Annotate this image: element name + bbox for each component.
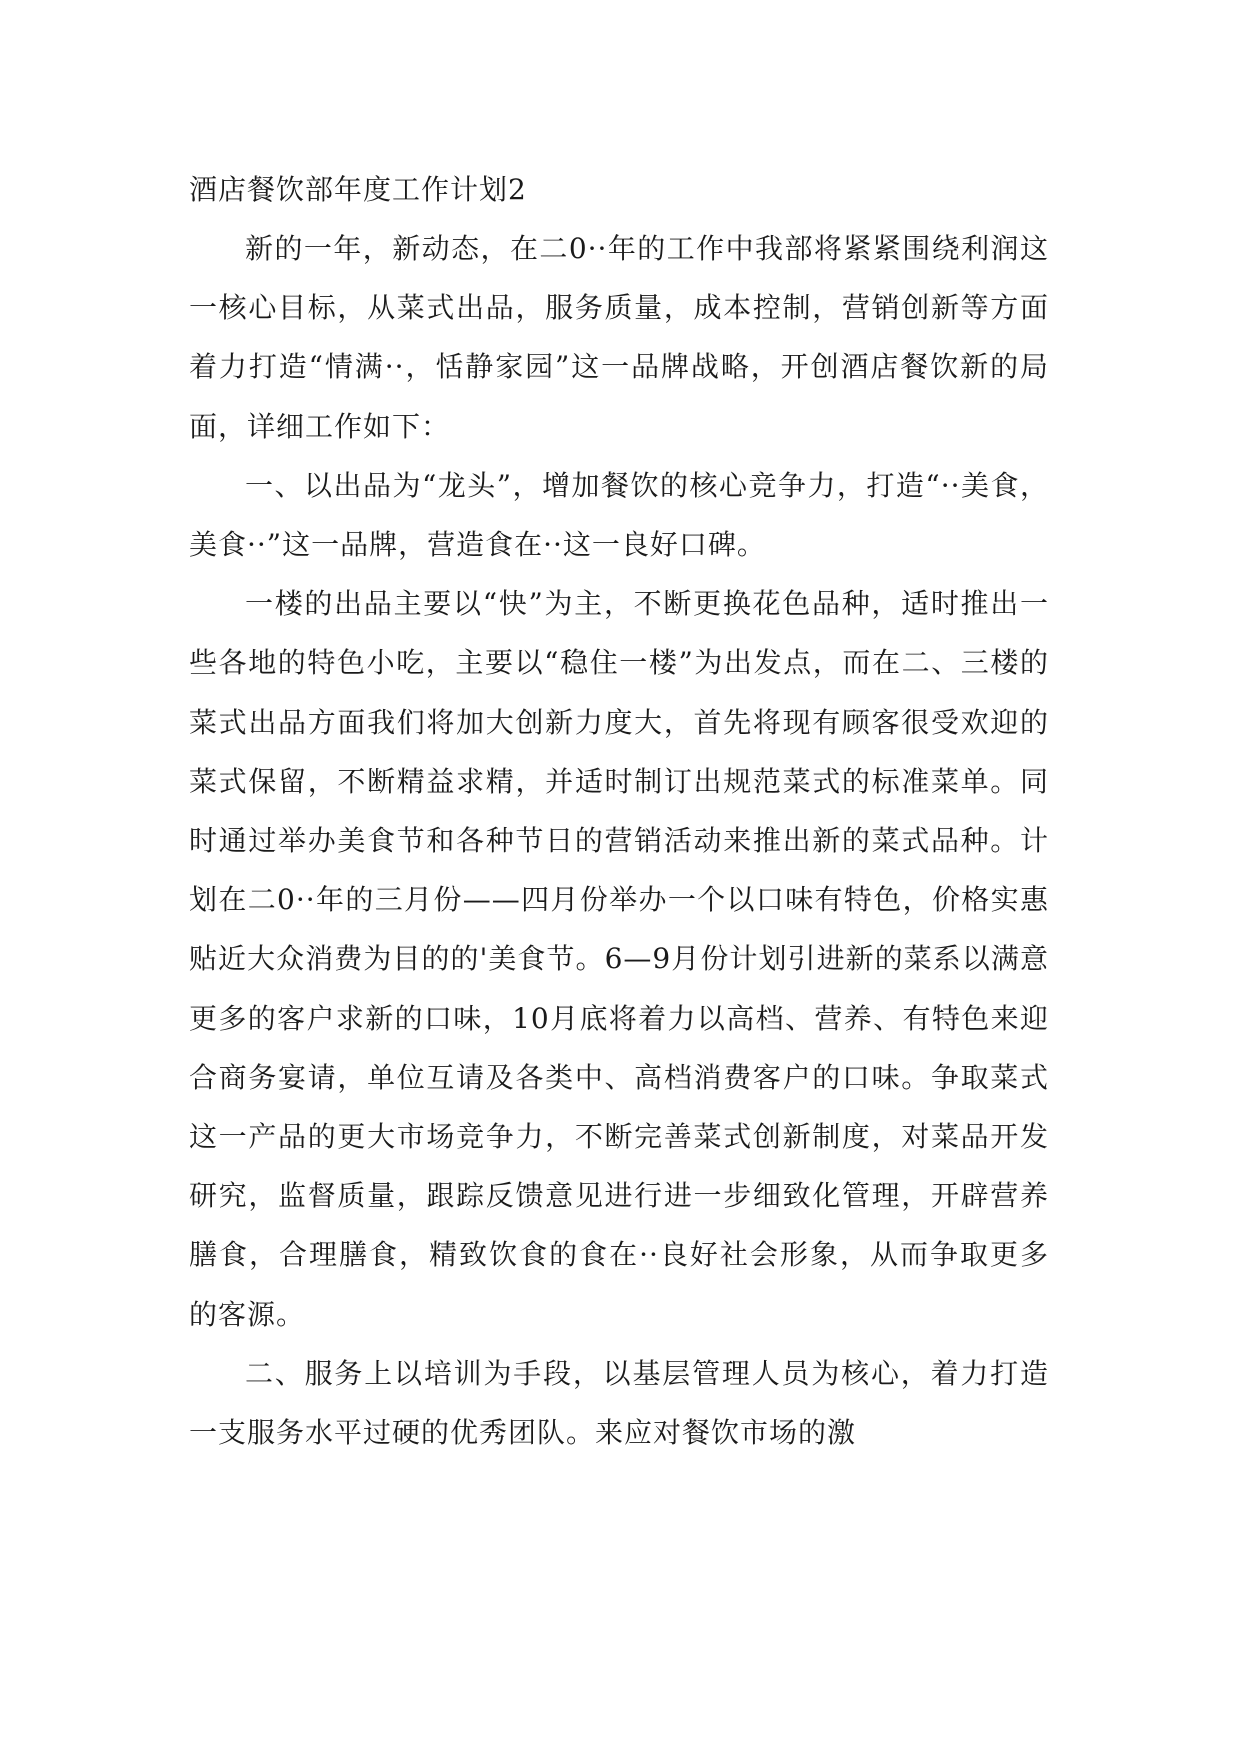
paragraph-section-one-heading: 一、以出品为“龙头”，增加餐饮的核心竞争力，打造“··美食，美食··”这一品牌，营造食在··这一良好口碑。 xyxy=(189,468,1049,562)
paragraph-intro: 新的一年，新动态，在二0··年的工作中我部将紧紧围绕利润这一核心目标，从菜式出品，服务质量，成本控制，营销创新等方面着力打造“情满··，恬静家园”这一品牌战略，开创酒店餐饮新的局面，详细工作如下： xyxy=(189,232,1049,443)
paragraph-section-two-heading: 二、服务上以培训为手段，以基层管理人员为核心，着力打造一支服务水平过硬的优秀团队。来应对餐饮市场的激 xyxy=(189,1356,1049,1450)
document-body xyxy=(189,160,1049,1462)
paragraph-section-one-body: 一楼的出品主要以“快”为主，不断更换花色品种，适时推出一些各地的特色小吃，主要以“稳住一楼”为出发点，而在二、三楼的菜式出品方面我们将加大创新力度大，首先将现有顾客很受欢迎的菜式保留，不断精益求精，并适时制订出规范菜式的标准菜单。同时通过举办美食节和各种节日的营销活动来推出新的菜式品种。计划在二0··年的三月份——四月份举办一个以口味有特色，价格实惠贴近大众消费为目的的'美食节。6—9月份计划引进新的菜系以满意更多的客户求新的口味，10月底将着力以高档、营养、有特色来迎合商务宴请，单位互请及各类中、高档消费客户的口味。争取菜式这一产品的更大市场竞争力，不断完善菜式创新制度，对菜品开发研究，监督质量，跟踪反馈意见进行进一步细致化管理，开辟营养膳食，合理膳食，精致饮食的食在··良好社会形象，从而争取更多的客源。 xyxy=(189,587,1049,1331)
document-title: 酒店餐饮部年度工作计划2 xyxy=(189,173,527,206)
